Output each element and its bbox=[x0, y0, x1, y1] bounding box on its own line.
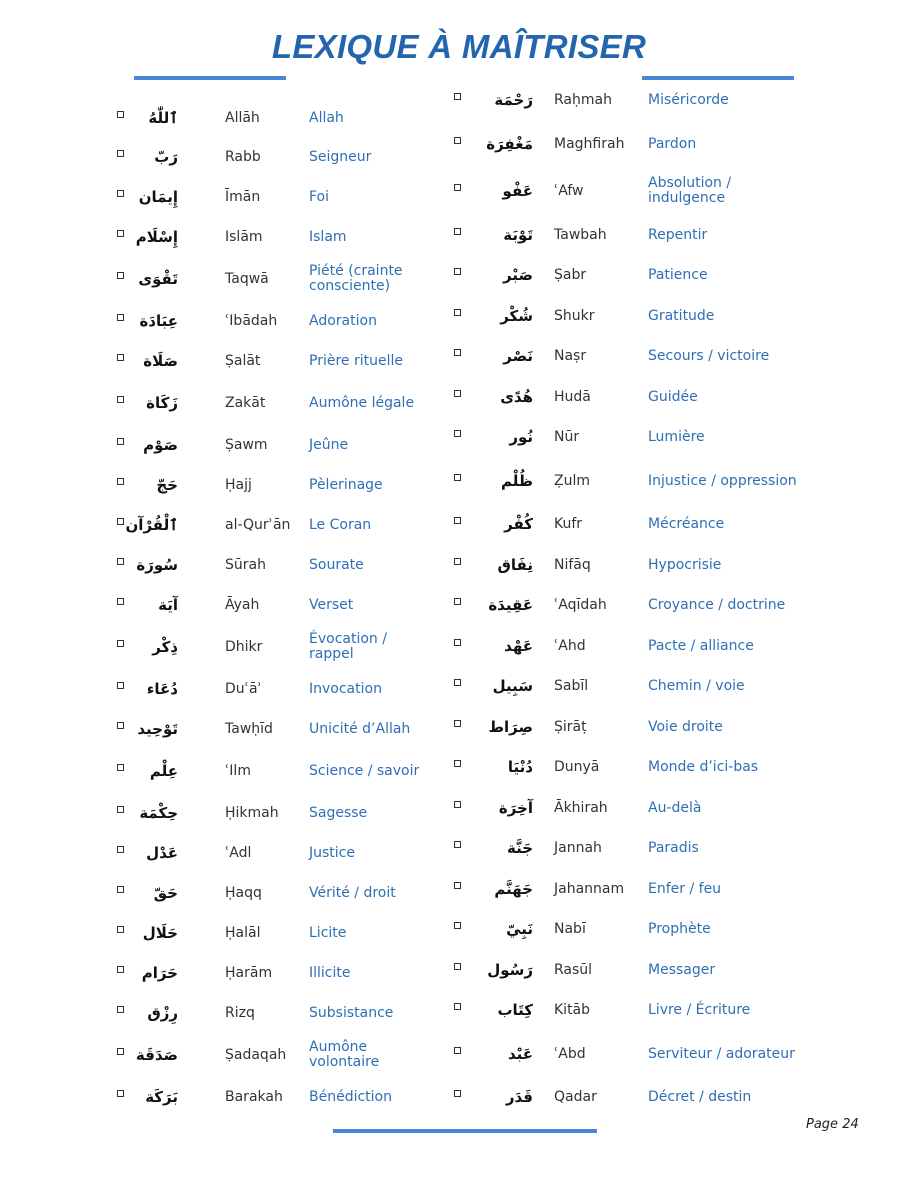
french-translation: Voie droite bbox=[648, 718, 723, 735]
french-translation: Guidée bbox=[648, 388, 698, 405]
checkbox-square-icon[interactable] bbox=[117, 438, 124, 445]
transliteration: Rabb bbox=[225, 149, 261, 165]
lexicon-row bbox=[445, 171, 815, 211]
lexicon-row bbox=[110, 505, 440, 545]
lexicon-row bbox=[110, 585, 440, 625]
arabic-term: تَوْحِيد bbox=[137, 720, 178, 738]
arabic-term: عَقِيدَة bbox=[488, 596, 533, 614]
transliteration: Tawbah bbox=[554, 227, 607, 243]
french-translation: Décret / destin bbox=[648, 1088, 752, 1105]
transliteration: ʿAqīdah bbox=[554, 597, 607, 613]
french-translation: Monde d’ici-bas bbox=[648, 758, 759, 775]
lexicon-row bbox=[445, 377, 815, 417]
lexicon-row bbox=[445, 990, 815, 1030]
transliteration: Raḥmah bbox=[554, 92, 612, 108]
french-translation: Prophète bbox=[648, 920, 711, 937]
lexicon-row bbox=[110, 98, 440, 138]
french-translation: Unicité d’Allah bbox=[309, 720, 411, 737]
checkbox-square-icon[interactable] bbox=[454, 841, 461, 848]
checkbox-square-icon[interactable] bbox=[454, 349, 461, 356]
transliteration: Ākhirah bbox=[554, 800, 608, 816]
checkbox-square-icon[interactable] bbox=[117, 886, 124, 893]
transliteration: Ḥikmah bbox=[225, 805, 279, 821]
transliteration: Ḥaqq bbox=[225, 885, 262, 901]
arabic-term: نَصْر bbox=[503, 347, 533, 365]
arabic-term: عَفْو bbox=[502, 182, 533, 200]
transliteration: Jannah bbox=[554, 840, 602, 856]
lexicon-row bbox=[110, 545, 440, 585]
transliteration: Shukr bbox=[554, 308, 595, 324]
french-translation: Mécréance bbox=[648, 515, 725, 532]
transliteration: ʿAbd bbox=[554, 1046, 586, 1062]
transliteration: Ḥalāl bbox=[225, 925, 261, 941]
arabic-term: ظُلْم bbox=[500, 472, 533, 490]
arabic-term: شُكْر bbox=[500, 307, 533, 325]
arabic-term: صَبْر bbox=[503, 266, 533, 284]
checkbox-square-icon[interactable] bbox=[454, 184, 461, 191]
checkbox-square-icon[interactable] bbox=[117, 806, 124, 813]
checkbox-square-icon[interactable] bbox=[117, 640, 124, 647]
lexicon-row bbox=[445, 545, 815, 585]
lexicon-row bbox=[445, 585, 815, 625]
transliteration: Īmān bbox=[225, 189, 261, 205]
page-title: LEXIQUE À MAÎTRISER bbox=[271, 28, 647, 65]
transliteration: Nabī bbox=[554, 921, 586, 937]
checkbox-square-icon[interactable] bbox=[117, 478, 124, 485]
lexicon-row bbox=[110, 793, 440, 833]
transliteration: Zakāt bbox=[225, 395, 266, 411]
lexicon-row bbox=[110, 301, 440, 341]
arabic-term: بَرَكَة bbox=[145, 1088, 178, 1106]
arabic-term: آخِرَة bbox=[498, 799, 533, 817]
transliteration: Sūrah bbox=[225, 557, 266, 573]
french-translation: Injustice / oppression bbox=[648, 472, 797, 489]
french-translation: Justice bbox=[309, 844, 355, 861]
lexicon-row bbox=[110, 709, 440, 749]
arabic-term: إِيمَان bbox=[138, 188, 178, 206]
french-translation: Jeûne bbox=[309, 436, 349, 453]
checkbox-square-icon[interactable] bbox=[117, 518, 124, 525]
transliteration: Ṣawm bbox=[225, 437, 268, 453]
french-translation: Verset bbox=[309, 596, 354, 613]
transliteration: Rasūl bbox=[554, 962, 593, 978]
transliteration: Allāh bbox=[225, 110, 260, 126]
transliteration: ʿAhd bbox=[554, 638, 586, 654]
checkbox-square-icon[interactable] bbox=[454, 558, 461, 565]
lexicon-row bbox=[445, 124, 815, 164]
french-translation: Sourate bbox=[309, 556, 364, 573]
french-translation: Évocation / rappel bbox=[309, 631, 387, 662]
arabic-term: حَرَام bbox=[141, 964, 178, 982]
transliteration: Jahannam bbox=[554, 881, 625, 897]
lexicon-row bbox=[445, 336, 815, 376]
french-translation: Illicite bbox=[309, 964, 351, 981]
french-translation: Seigneur bbox=[309, 148, 372, 165]
checkbox-square-icon[interactable] bbox=[454, 474, 461, 481]
lexicon-row bbox=[445, 869, 815, 909]
arabic-term: ٱللّٰهُ bbox=[148, 109, 178, 127]
arabic-term: دُنْيَا bbox=[507, 758, 533, 776]
french-translation: Aumône légale bbox=[309, 394, 415, 411]
lexicon-row bbox=[110, 627, 440, 667]
lexicon-row bbox=[445, 296, 815, 336]
arabic-term: حِكْمَة bbox=[139, 804, 178, 822]
lexicon-row bbox=[110, 1035, 440, 1075]
transliteration: Nūr bbox=[554, 429, 580, 445]
lexicon-row bbox=[445, 80, 815, 120]
transliteration: Ṣalāt bbox=[225, 353, 261, 369]
french-translation: Miséricorde bbox=[648, 91, 729, 108]
transliteration: ʿIlm bbox=[225, 763, 251, 779]
transliteration: ʿAdl bbox=[225, 845, 252, 861]
arabic-term: صَدَقَة bbox=[135, 1046, 178, 1064]
lexicon-row bbox=[110, 177, 440, 217]
checkbox-square-icon[interactable] bbox=[454, 390, 461, 397]
french-translation: Adoration bbox=[309, 312, 377, 329]
transliteration: Āyah bbox=[225, 597, 260, 613]
arabic-term: إِسْلَام bbox=[135, 228, 178, 246]
checkbox-square-icon[interactable] bbox=[117, 1048, 124, 1055]
french-translation: Secours / victoire bbox=[648, 347, 770, 364]
checkbox-square-icon[interactable] bbox=[454, 801, 461, 808]
lexicon-row bbox=[445, 504, 815, 544]
lexicon-row bbox=[110, 833, 440, 873]
lexicon-row bbox=[110, 383, 440, 423]
checkbox-square-icon[interactable] bbox=[454, 922, 461, 929]
arabic-term: مَغْفِرَة bbox=[486, 135, 533, 153]
lexicon-row bbox=[110, 259, 440, 299]
checkbox-square-icon[interactable] bbox=[454, 760, 461, 767]
french-translation: Chemin / voie bbox=[648, 677, 745, 694]
arabic-term: تَقْوَى bbox=[138, 270, 178, 288]
transliteration: Dunyā bbox=[554, 759, 600, 775]
checkbox-square-icon[interactable] bbox=[454, 228, 461, 235]
arabic-term: ٱلْقُرْآن bbox=[125, 516, 178, 534]
french-translation: Messager bbox=[648, 961, 716, 978]
lexicon-row bbox=[445, 950, 815, 990]
checkbox-square-icon[interactable] bbox=[454, 720, 461, 727]
checkbox-square-icon[interactable] bbox=[117, 722, 124, 729]
title-underline-left bbox=[134, 76, 286, 80]
lexicon-row bbox=[110, 1077, 440, 1117]
arabic-term: نِفَاق bbox=[497, 556, 533, 574]
arabic-term: سُورَة bbox=[136, 556, 178, 574]
checkbox-square-icon[interactable] bbox=[454, 93, 461, 100]
transliteration: Rizq bbox=[225, 1005, 255, 1021]
arabic-term: حَقّ bbox=[153, 884, 178, 902]
checkbox-square-icon[interactable] bbox=[454, 268, 461, 275]
checkbox-square-icon[interactable] bbox=[117, 764, 124, 771]
transliteration: Kitāb bbox=[554, 1002, 591, 1018]
arabic-term: زَكَاة bbox=[146, 394, 178, 412]
lexicon-row bbox=[110, 751, 440, 791]
lexicon-row bbox=[445, 909, 815, 949]
transliteration: Taqwā bbox=[225, 271, 269, 287]
lexicon-row bbox=[110, 137, 440, 177]
transliteration: Maghfirah bbox=[554, 136, 625, 152]
arabic-term: رَسُول bbox=[487, 961, 533, 979]
french-translation: Pèlerinage bbox=[309, 476, 383, 493]
lexicon-row bbox=[445, 626, 815, 666]
french-translation: Gratitude bbox=[648, 307, 715, 324]
checkbox-square-icon[interactable] bbox=[454, 430, 461, 437]
arabic-term: نُور bbox=[509, 428, 533, 446]
arabic-term: صِرَاط bbox=[488, 718, 533, 736]
lexicon-row bbox=[110, 669, 440, 709]
checkbox-square-icon[interactable] bbox=[117, 314, 124, 321]
lexicon-row bbox=[445, 828, 815, 868]
french-translation: Lumière bbox=[648, 428, 705, 445]
french-translation: Absolution / indulgence bbox=[648, 175, 732, 206]
transliteration: Islām bbox=[225, 229, 263, 245]
french-translation: Aumône volontaire bbox=[309, 1039, 380, 1070]
checkbox-square-icon[interactable] bbox=[454, 598, 461, 605]
lexicon-row bbox=[110, 993, 440, 1033]
checkbox-square-icon[interactable] bbox=[117, 558, 124, 565]
page-number: Page 24 bbox=[806, 1117, 859, 1132]
arabic-term: هُدًى bbox=[500, 388, 533, 406]
french-translation: Serviteur / adorateur bbox=[648, 1045, 795, 1062]
french-translation: Repentir bbox=[648, 226, 708, 243]
arabic-term: رَبّ bbox=[154, 148, 178, 166]
french-translation: Pardon bbox=[648, 135, 697, 152]
checkbox-square-icon[interactable] bbox=[117, 111, 124, 118]
lexicon-row bbox=[110, 873, 440, 913]
transliteration: ʿAfw bbox=[554, 183, 584, 199]
french-translation: Paradis bbox=[648, 839, 699, 856]
french-translation: Prière rituelle bbox=[309, 352, 403, 369]
transliteration: Ṣabr bbox=[554, 267, 587, 283]
arabic-term: دُعَاء bbox=[146, 680, 178, 698]
checkbox-square-icon[interactable] bbox=[117, 190, 124, 197]
lexicon-row bbox=[445, 1034, 815, 1074]
transliteration: Naṣr bbox=[554, 348, 587, 364]
lexicon-row bbox=[445, 215, 815, 255]
arabic-term: عِلْم bbox=[149, 762, 178, 780]
french-translation: Allah bbox=[309, 109, 344, 126]
french-translation: Pacte / alliance bbox=[648, 637, 754, 654]
lexicon-row bbox=[445, 747, 815, 787]
french-translation: Au-delà bbox=[648, 799, 702, 816]
checkbox-square-icon[interactable] bbox=[454, 309, 461, 316]
transliteration: Ṣirāṭ bbox=[554, 719, 587, 735]
checkbox-square-icon[interactable] bbox=[117, 354, 124, 361]
arabic-term: نَبِيّ bbox=[506, 920, 533, 938]
arabic-term: تَوْبَة bbox=[503, 226, 533, 244]
transliteration: Ẓulm bbox=[554, 473, 590, 489]
french-translation: Livre / Écriture bbox=[648, 1001, 751, 1018]
french-translation: Sagesse bbox=[309, 804, 368, 821]
transliteration: Ṣadaqah bbox=[225, 1047, 287, 1063]
transliteration: Dhikr bbox=[225, 639, 263, 655]
french-translation: Licite bbox=[309, 924, 347, 941]
arabic-term: جَنَّة bbox=[506, 839, 533, 857]
french-translation: Science / savoir bbox=[309, 762, 420, 779]
checkbox-square-icon[interactable] bbox=[117, 272, 124, 279]
french-translation: Bénédiction bbox=[309, 1088, 392, 1105]
arabic-term: عَهْد bbox=[504, 637, 533, 655]
french-translation: Enfer / feu bbox=[648, 880, 722, 897]
lexicon-row bbox=[110, 341, 440, 381]
arabic-term: صَلَاة bbox=[143, 352, 178, 370]
french-translation: Le Coran bbox=[309, 516, 372, 533]
arabic-term: عَبْد bbox=[507, 1045, 533, 1063]
french-translation: Invocation bbox=[309, 680, 382, 697]
lexicon-row bbox=[110, 425, 440, 465]
lexicon-row bbox=[445, 666, 815, 706]
arabic-term: حَلَال bbox=[142, 924, 178, 942]
french-translation: Vérité / droit bbox=[309, 884, 396, 901]
checkbox-square-icon[interactable] bbox=[454, 1090, 461, 1097]
transliteration: Barakah bbox=[225, 1089, 283, 1105]
checkbox-square-icon[interactable] bbox=[117, 682, 124, 689]
transliteration: Sabīl bbox=[554, 678, 589, 694]
transliteration: al-Qurʾān bbox=[225, 517, 291, 533]
french-translation: Islam bbox=[309, 228, 347, 245]
arabic-term: كِتَاب bbox=[497, 1001, 533, 1019]
arabic-term: آيَة bbox=[158, 596, 178, 614]
footer-rule bbox=[333, 1129, 597, 1133]
lexicon-row bbox=[110, 953, 440, 993]
transliteration: Qadar bbox=[554, 1089, 597, 1105]
transliteration: Hudā bbox=[554, 389, 591, 405]
french-translation: Subsistance bbox=[309, 1004, 394, 1021]
checkbox-square-icon[interactable] bbox=[117, 966, 124, 973]
checkbox-square-icon[interactable] bbox=[117, 1006, 124, 1013]
lexicon-row bbox=[445, 417, 815, 457]
checkbox-square-icon[interactable] bbox=[454, 882, 461, 889]
french-translation: Foi bbox=[309, 188, 330, 205]
lexicon-row bbox=[445, 461, 815, 501]
lexicon-row bbox=[445, 255, 815, 295]
french-translation: Hypocrisie bbox=[648, 556, 722, 573]
checkbox-square-icon[interactable] bbox=[454, 1003, 461, 1010]
arabic-term: رَحْمَة bbox=[494, 91, 533, 109]
arabic-term: جَهَنَّم bbox=[494, 880, 533, 898]
checkbox-square-icon[interactable] bbox=[117, 230, 124, 237]
french-translation: Croyance / doctrine bbox=[648, 596, 786, 613]
arabic-term: صَوْم bbox=[143, 436, 178, 454]
arabic-term: حَجّ bbox=[156, 476, 178, 494]
checkbox-square-icon[interactable] bbox=[117, 1090, 124, 1097]
arabic-term: سَبِيل bbox=[492, 677, 533, 695]
transliteration: Duʿāʾ bbox=[225, 681, 262, 697]
arabic-term: قَدَر bbox=[505, 1088, 533, 1106]
transliteration: Kufr bbox=[554, 516, 583, 532]
checkbox-square-icon[interactable] bbox=[117, 598, 124, 605]
arabic-term: رِزْق bbox=[147, 1004, 178, 1022]
lexicon-row bbox=[445, 788, 815, 828]
arabic-term: كُفْر bbox=[504, 515, 533, 533]
checkbox-square-icon[interactable] bbox=[454, 963, 461, 970]
transliteration: Tawḥīd bbox=[225, 721, 273, 737]
checkbox-square-icon[interactable] bbox=[117, 846, 124, 853]
arabic-term: ذِكْر bbox=[152, 638, 178, 656]
transliteration: ʿIbādah bbox=[225, 313, 278, 329]
transliteration: Ḥajj bbox=[225, 477, 252, 493]
lexicon-row bbox=[110, 217, 440, 257]
checkbox-square-icon[interactable] bbox=[454, 517, 461, 524]
checkbox-square-icon[interactable] bbox=[454, 1047, 461, 1054]
lexicon-row bbox=[445, 707, 815, 747]
transliteration: Ḥarām bbox=[225, 965, 273, 981]
arabic-term: عِبَادَة bbox=[139, 312, 178, 330]
french-translation: Patience bbox=[648, 266, 708, 283]
lexicon-row bbox=[110, 465, 440, 505]
checkbox-square-icon[interactable] bbox=[454, 639, 461, 646]
french-translation: Piété (crainte consciente) bbox=[309, 263, 403, 294]
checkbox-square-icon[interactable] bbox=[454, 137, 461, 144]
arabic-term: عَدْل bbox=[146, 844, 178, 862]
checkbox-square-icon[interactable] bbox=[454, 679, 461, 686]
checkbox-square-icon[interactable] bbox=[117, 926, 124, 933]
lexicon-row bbox=[445, 1077, 815, 1117]
transliteration: Nifāq bbox=[554, 557, 591, 573]
checkbox-square-icon[interactable] bbox=[117, 150, 124, 157]
lexicon-row bbox=[110, 913, 440, 953]
checkbox-square-icon[interactable] bbox=[117, 396, 124, 403]
